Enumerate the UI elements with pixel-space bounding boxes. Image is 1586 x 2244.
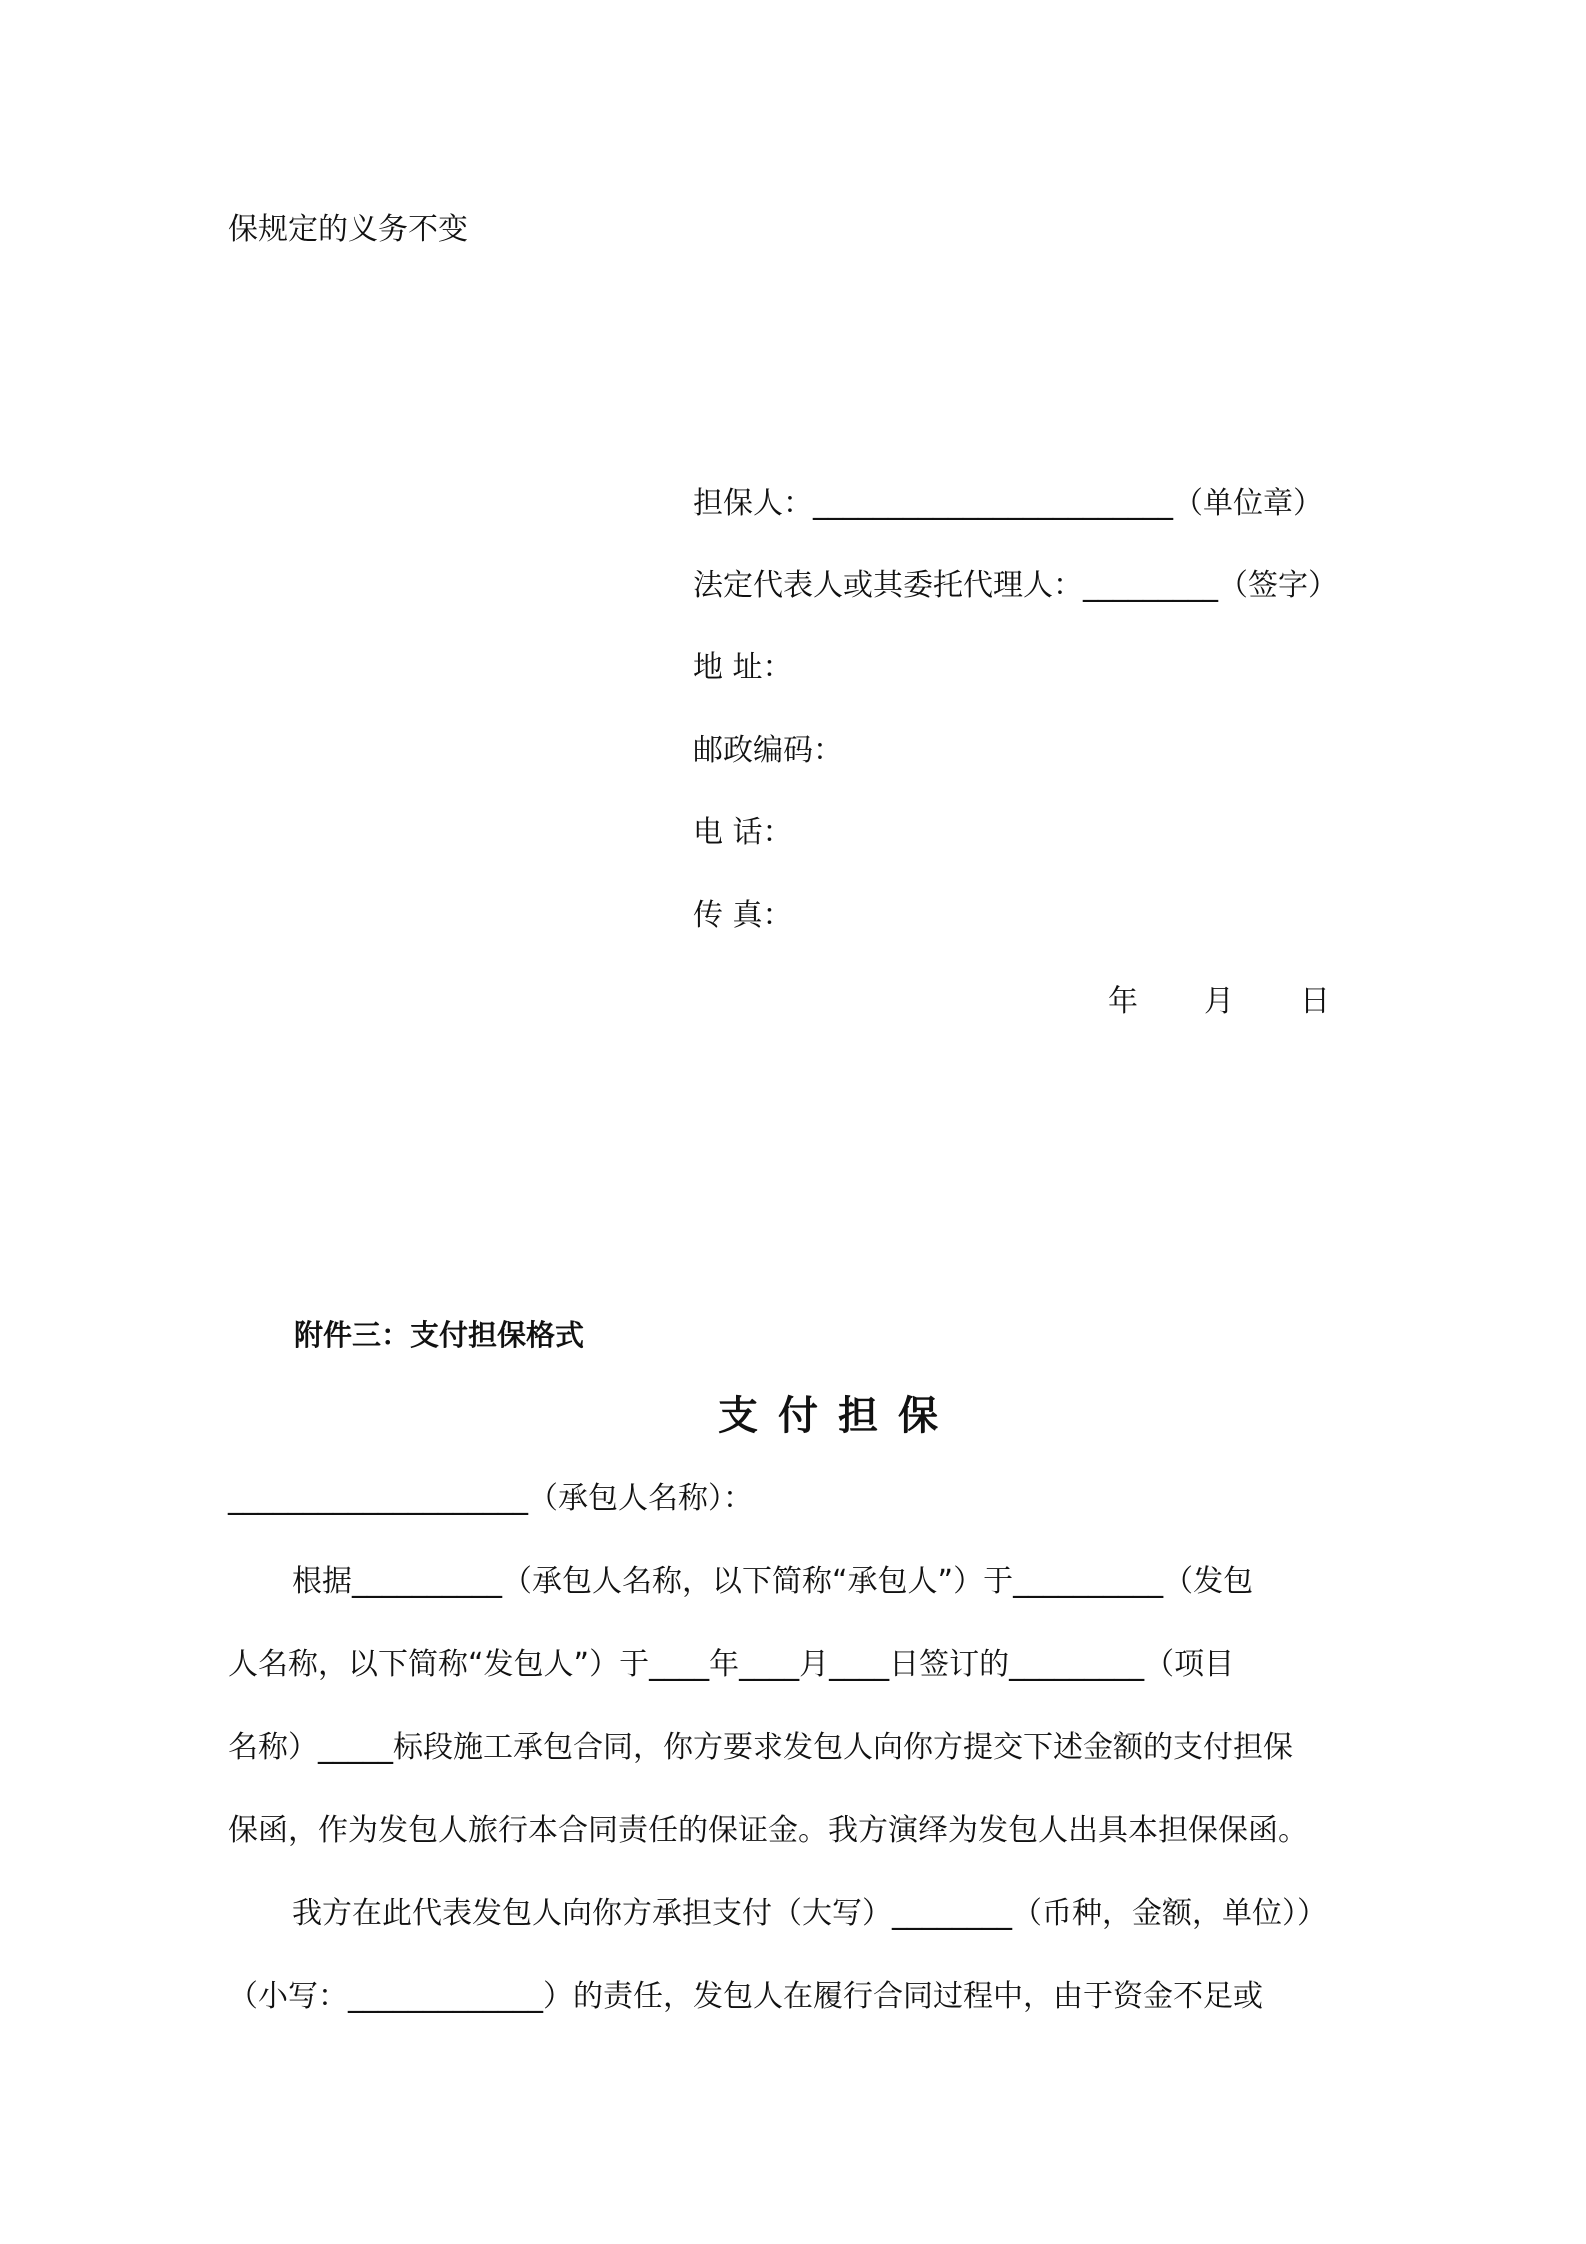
guarantor-line: 担保人：________________________（单位章） [693, 486, 1323, 521]
body-line-6: （小写：_____________）的责任，发包人在履行合同过程中，由于资金不足或 [228, 1979, 1263, 2014]
legal-representative-line: 法定代表人或其委托代理人：_________（签字） [693, 568, 1338, 603]
body-line-2: 人名称，以下简称“发包人”）于____年____月____日签订的_________（项目 [228, 1647, 1235, 1682]
intro-text: 保规定的义务不变 [228, 212, 468, 247]
body-line-5: 我方在此代表发包人向你方承担支付（大写）________（币种，金额，单位）） [292, 1896, 1327, 1931]
addressee-line: ____________________（承包人名称）： [228, 1481, 753, 1516]
address-line: 地 址： [693, 650, 793, 685]
body-line-1: 根据__________（承包人名称，以下简称“承包人”）于__________（发包 [292, 1564, 1254, 1599]
phone-line: 电 话： [693, 815, 793, 850]
annex-heading: 附件三：支付担保格式 [294, 1318, 585, 1352]
postcode-line: 邮政编码： [693, 733, 843, 768]
body-line-3: 名称）_____标段施工承包合同，你方要求发包人向你方提交下述金额的支付担保 [228, 1730, 1293, 1765]
day-label: 日 [1300, 984, 1330, 1019]
month-label: 月 [1204, 984, 1234, 1019]
date-row [1108, 982, 1396, 1022]
document-title: 支付担保 [718, 1393, 958, 1439]
year-label: 年 [1108, 984, 1138, 1019]
body-line-4: 保函，作为发包人旅行本合同责任的保证金。我方演绎为发包人出具本担保保函。 [228, 1813, 1308, 1848]
fax-line: 传 真： [693, 898, 793, 933]
